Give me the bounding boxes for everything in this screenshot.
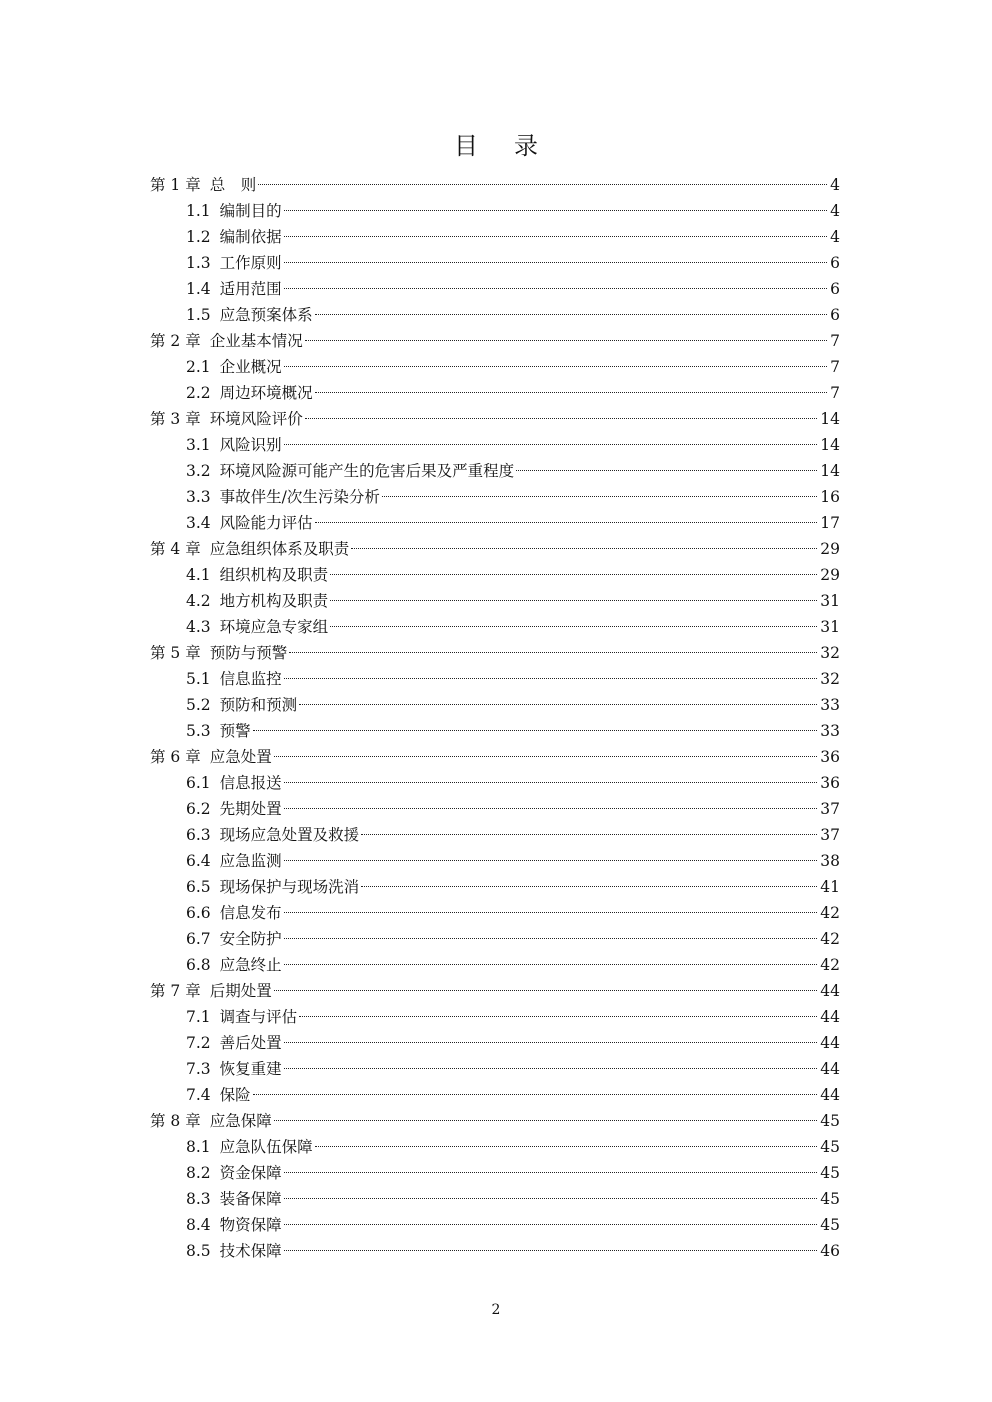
toc-dot-leader: [284, 1224, 818, 1225]
toc-entry-label: 信息发布: [219, 904, 282, 922]
toc-entry-page: 42: [820, 956, 840, 974]
toc-entry-label: 组织机构及职责: [219, 566, 329, 584]
toc-entry-label: 应急保障: [209, 1112, 272, 1130]
toc-entry-label: 企业基本情况: [209, 332, 303, 350]
toc-dot-leader: [361, 834, 817, 835]
toc-entry-page: 6: [830, 254, 840, 272]
toc-section-entry[interactable]: [150, 1056, 840, 1082]
toc-dot-leader: [305, 418, 818, 419]
toc-entry-number: 第 7 章: [150, 982, 201, 1000]
toc-entry-page: 42: [820, 930, 840, 948]
toc-entry-label: 环境风险评价: [209, 410, 303, 428]
toc-dot-leader: [351, 548, 817, 549]
toc-dot-leader: [274, 990, 818, 991]
toc-entry-label: 编制依据: [219, 228, 282, 246]
toc-dot-leader: [361, 886, 817, 887]
toc-section-entry[interactable]: [150, 302, 840, 328]
toc-entry-number: 4.1: [186, 566, 211, 584]
toc-entry-label: 恢复重建: [219, 1060, 282, 1078]
toc-dot-leader: [330, 600, 817, 601]
toc-dot-leader: [274, 756, 818, 757]
toc-chapter-entry[interactable]: [150, 172, 840, 198]
toc-dot-leader: [315, 1146, 818, 1147]
toc-dot-leader: [284, 1198, 818, 1199]
toc-entry-label: 安全防护: [219, 930, 282, 948]
toc-entry-number: 8.5: [186, 1242, 211, 1260]
toc-entry-page: 31: [820, 618, 840, 636]
toc-dot-leader: [284, 366, 827, 367]
toc-entry-label: 应急终止: [219, 956, 282, 974]
toc-entry-page: 31: [820, 592, 840, 610]
toc-entry-number: 6.7: [186, 930, 211, 948]
toc-chapter-entry[interactable]: [150, 978, 840, 1004]
toc-entry-page: 29: [820, 540, 840, 558]
toc-section-entry[interactable]: [150, 432, 840, 458]
toc-entry-number: 8.2: [186, 1164, 211, 1182]
toc-dot-leader: [284, 444, 818, 445]
toc-dot-leader: [284, 1068, 818, 1069]
toc-dot-leader: [284, 678, 818, 679]
toc-entry-label: 编制目的: [219, 202, 282, 220]
toc-dot-leader: [284, 1172, 818, 1173]
toc-entry-page: 16: [820, 488, 840, 506]
toc-entry-number: 5.1: [186, 670, 211, 688]
toc-dot-leader: [299, 704, 817, 705]
toc-entry-label: 预警: [219, 722, 251, 740]
toc-entry-label: 后期处置: [209, 982, 272, 1000]
toc-section-entry[interactable]: [150, 1160, 840, 1186]
toc-entry-page: 36: [820, 748, 840, 766]
toc-entry-page: 17: [820, 514, 840, 532]
toc-entry-page: 32: [820, 644, 840, 662]
toc-section-entry[interactable]: [150, 484, 840, 510]
toc-entry-label: 保险: [219, 1086, 251, 1104]
toc-entry-page: 46: [820, 1242, 840, 1260]
toc-section-entry[interactable]: [150, 1030, 840, 1056]
toc-section-entry[interactable]: [150, 510, 840, 536]
toc-entry-number: 6.5: [186, 878, 211, 896]
toc-entry-number: 3.1: [186, 436, 211, 454]
toc-section-entry[interactable]: [150, 718, 840, 744]
toc-entry-label: 资金保障: [219, 1164, 282, 1182]
toc-entry-page: 36: [820, 774, 840, 792]
toc-entry-number: 1.3: [186, 254, 211, 272]
toc-section-entry[interactable]: [150, 952, 840, 978]
toc-dot-leader: [284, 1042, 818, 1043]
toc-entry-page: 33: [820, 722, 840, 740]
toc-entry-label: 装备保障: [219, 1190, 282, 1208]
toc-entry-label: 适用范围: [219, 280, 282, 298]
toc-entry-number: 4.3: [186, 618, 211, 636]
toc-entry-number: 2.1: [186, 358, 211, 376]
toc-entry-page: 45: [820, 1216, 840, 1234]
toc-entry-number: 1.4: [186, 280, 211, 298]
toc-section-entry[interactable]: [150, 1186, 840, 1212]
toc-chapter-entry[interactable]: [150, 640, 840, 666]
toc-dot-leader: [299, 1016, 817, 1017]
toc-entry-page: 32: [820, 670, 840, 688]
toc-dot-leader: [330, 626, 817, 627]
toc-section-entry[interactable]: [150, 926, 840, 952]
toc-entry-page: 14: [820, 410, 840, 428]
toc-section-entry[interactable]: [150, 1238, 840, 1264]
toc-entry-page: 45: [820, 1138, 840, 1156]
toc-entry-page: 37: [820, 826, 840, 844]
toc-entry-label: 事故伴生/次生污染分析: [219, 488, 380, 506]
toc-entry-number: 6.1: [186, 774, 211, 792]
toc-section-entry[interactable]: [150, 796, 840, 822]
toc-entry-page: 44: [820, 1034, 840, 1052]
toc-section-entry[interactable]: [150, 224, 840, 250]
toc-entry-page: 38: [820, 852, 840, 870]
toc-section-entry[interactable]: [150, 1004, 840, 1030]
toc-entry-page: 41: [820, 878, 840, 896]
toc-section-entry[interactable]: [150, 276, 840, 302]
toc-entry-number: 1.1: [186, 202, 211, 220]
page-title-char-1: 目: [454, 132, 478, 160]
toc-section-entry[interactable]: [150, 588, 840, 614]
toc-entry-page: 33: [820, 696, 840, 714]
toc-chapter-entry[interactable]: [150, 536, 840, 562]
toc-dot-leader: [284, 236, 827, 237]
toc-entry-page: 14: [820, 436, 840, 454]
toc-section-entry[interactable]: [150, 1082, 840, 1108]
toc-dot-leader: [284, 288, 827, 289]
toc-entry-page: 7: [830, 332, 840, 350]
toc-section-entry[interactable]: [150, 692, 840, 718]
toc-dot-leader: [284, 938, 818, 939]
toc-dot-leader: [284, 210, 827, 211]
toc-dot-leader: [315, 314, 827, 315]
toc-dot-leader: [284, 1250, 818, 1251]
toc-entry-label: 物资保障: [219, 1216, 282, 1234]
toc-entry-label: 工作原则: [219, 254, 282, 272]
toc-dot-leader: [253, 730, 818, 731]
toc-dot-leader: [284, 964, 818, 965]
toc-entry-page: 37: [820, 800, 840, 818]
toc-entry-page: 44: [820, 1060, 840, 1078]
toc-entry-page: 29: [820, 566, 840, 584]
toc-dot-leader: [516, 470, 817, 471]
toc-dot-leader: [274, 1120, 818, 1121]
toc-entry-page: 14: [820, 462, 840, 480]
toc-section-entry[interactable]: [150, 354, 840, 380]
toc-entry-number: 1.2: [186, 228, 211, 246]
toc-entry-number: 7.4: [186, 1086, 211, 1104]
toc-section-entry[interactable]: [150, 614, 840, 640]
toc-entry-number: 7.1: [186, 1008, 211, 1026]
toc-entry-number: 6.3: [186, 826, 211, 844]
toc-chapter-entry[interactable]: [150, 1108, 840, 1134]
toc-section-entry[interactable]: [150, 1134, 840, 1160]
toc-section-entry[interactable]: [150, 666, 840, 692]
toc-entry-page: 45: [820, 1164, 840, 1182]
toc-entry-page: 45: [820, 1190, 840, 1208]
toc-entry-label: 地方机构及职责: [219, 592, 329, 610]
toc-entry-label: 预防和预测: [219, 696, 298, 714]
toc-entry-label: 信息报送: [219, 774, 282, 792]
toc-entry-page: 4: [830, 228, 840, 246]
toc-entry-page: 6: [830, 280, 840, 298]
toc-entry-page: 4: [830, 202, 840, 220]
toc-entry-number: 6.2: [186, 800, 211, 818]
toc-entry-number: 8.1: [186, 1138, 211, 1156]
toc-entry-label: 先期处置: [219, 800, 282, 818]
toc-dot-leader: [315, 522, 818, 523]
toc-section-entry[interactable]: [150, 770, 840, 796]
toc-entry-number: 3.2: [186, 462, 211, 480]
toc-dot-leader: [284, 860, 818, 861]
toc-entry-label: 预防与预警: [209, 644, 288, 662]
toc-entry-number: 8.4: [186, 1216, 211, 1234]
toc-entry-number: 第 6 章: [150, 748, 201, 766]
toc-entry-number: 6.6: [186, 904, 211, 922]
toc-entry-page: 44: [820, 982, 840, 1000]
toc-entry-label: 应急队伍保障: [219, 1138, 313, 1156]
toc-section-entry[interactable]: [150, 874, 840, 900]
toc-entry-page: 7: [830, 358, 840, 376]
toc-entry-label: 总 则: [209, 176, 257, 194]
toc-chapter-entry[interactable]: [150, 406, 840, 432]
toc-entry-number: 2.2: [186, 384, 211, 402]
toc-section-entry[interactable]: [150, 380, 840, 406]
toc-section-entry[interactable]: [150, 900, 840, 926]
toc-dot-leader: [330, 574, 817, 575]
toc-entry-number: 3.3: [186, 488, 211, 506]
toc-entry-number: 8.3: [186, 1190, 211, 1208]
toc-entry-number: 5.3: [186, 722, 211, 740]
toc-entry-label: 风险能力评估: [219, 514, 313, 532]
toc-entry-label: 应急处置: [209, 748, 272, 766]
toc-chapter-entry[interactable]: [150, 328, 840, 354]
toc-entry-page: 45: [820, 1112, 840, 1130]
toc-chapter-entry[interactable]: [150, 744, 840, 770]
toc-entry-number: 5.2: [186, 696, 211, 714]
toc-dot-leader: [258, 184, 827, 185]
toc-entry-number: 3.4: [186, 514, 211, 532]
toc-entry-page: 44: [820, 1008, 840, 1026]
toc-section-entry[interactable]: [150, 458, 840, 484]
toc-entry-label: 技术保障: [219, 1242, 282, 1260]
toc-entry-label: 调查与评估: [219, 1008, 298, 1026]
table-of-contents: [150, 172, 840, 1264]
toc-entry-page: 44: [820, 1086, 840, 1104]
toc-entry-number: 第 5 章: [150, 644, 201, 662]
toc-entry-number: 第 8 章: [150, 1112, 201, 1130]
toc-dot-leader: [289, 652, 817, 653]
toc-entry-label: 现场应急处置及救援: [219, 826, 360, 844]
page-title: [0, 130, 992, 162]
toc-dot-leader: [382, 496, 817, 497]
toc-entry-number: 1.5: [186, 306, 211, 324]
toc-entry-label: 应急组织体系及职责: [209, 540, 350, 558]
toc-section-entry[interactable]: [150, 822, 840, 848]
toc-section-entry[interactable]: [150, 848, 840, 874]
toc-entry-label: 周边环境概况: [219, 384, 313, 402]
toc-entry-number: 6.4: [186, 852, 211, 870]
toc-entry-label: 应急预案体系: [219, 306, 313, 324]
toc-dot-leader: [284, 912, 818, 913]
toc-entry-label: 企业概况: [219, 358, 282, 376]
toc-entry-label: 环境风险源可能产生的危害后果及严重程度: [219, 462, 515, 480]
toc-dot-leader: [284, 262, 827, 263]
toc-dot-leader: [315, 392, 827, 393]
toc-entry-label: 应急监测: [219, 852, 282, 870]
toc-entry-label: 信息监控: [219, 670, 282, 688]
toc-entry-number: 7.2: [186, 1034, 211, 1052]
toc-dot-leader: [284, 782, 818, 783]
toc-section-entry[interactable]: [150, 250, 840, 276]
toc-entry-number: 4.2: [186, 592, 211, 610]
toc-entry-number: 第 4 章: [150, 540, 201, 558]
toc-section-entry[interactable]: [150, 198, 840, 224]
toc-dot-leader: [253, 1094, 818, 1095]
toc-entry-page: 4: [830, 176, 840, 194]
page-number: 2: [491, 1302, 501, 1318]
toc-entry-number: 第 1 章: [150, 176, 201, 194]
toc-entry-page: 42: [820, 904, 840, 922]
toc-dot-leader: [305, 340, 827, 341]
toc-entry-page: 7: [830, 384, 840, 402]
toc-entry-number: 第 2 章: [150, 332, 201, 350]
toc-entry-label: 善后处置: [219, 1034, 282, 1052]
toc-entry-number: 7.3: [186, 1060, 211, 1078]
toc-entry-number: 6.8: [186, 956, 211, 974]
toc-entry-page: 6: [830, 306, 840, 324]
toc-dot-leader: [284, 808, 818, 809]
page-title-char-2: 录: [514, 132, 538, 160]
toc-entry-number: 第 3 章: [150, 410, 201, 428]
toc-entry-label: 环境应急专家组: [219, 618, 329, 636]
toc-entry-label: 现场保护与现场洗消: [219, 878, 360, 896]
toc-section-entry[interactable]: [150, 562, 840, 588]
toc-section-entry[interactable]: [150, 1212, 840, 1238]
toc-entry-label: 风险识别: [219, 436, 282, 454]
